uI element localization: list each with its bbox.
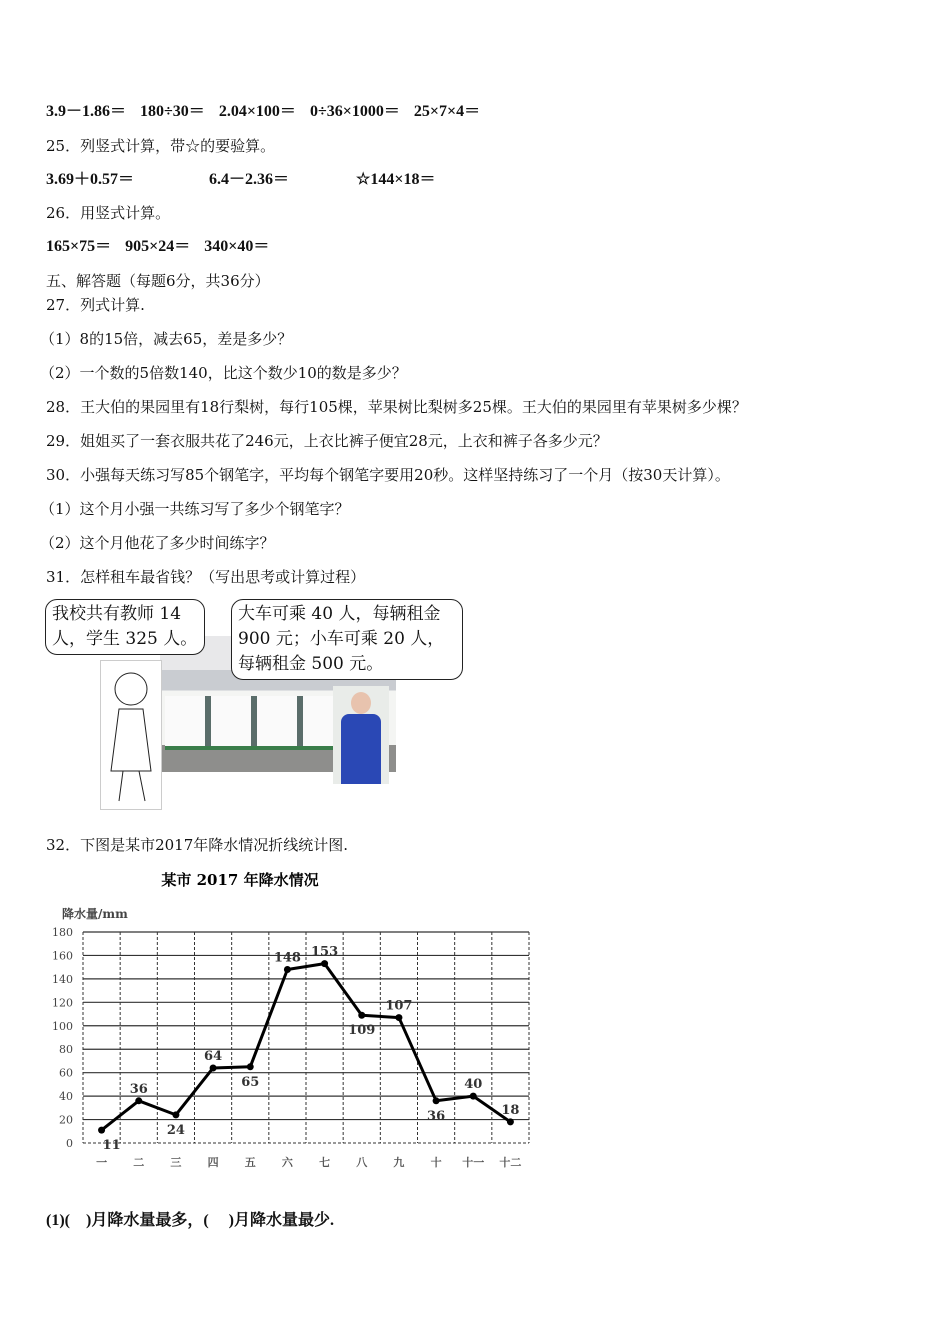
calc-item: 0÷36×1000＝ bbox=[309, 103, 400, 120]
y-tick-label: 80 bbox=[59, 1043, 73, 1057]
data-point bbox=[395, 1014, 402, 1021]
q30-part2: （2）这个月他花了多少时间练字？ bbox=[40, 534, 275, 552]
data-label: 109 bbox=[348, 1023, 376, 1039]
y-tick-label: 180 bbox=[52, 926, 73, 939]
x-tick-label: 九 bbox=[393, 1156, 405, 1169]
q31-title: 31．怎样租车最省钱？（写出思考或计算过程） bbox=[46, 568, 366, 586]
data-label: 36 bbox=[129, 1081, 148, 1097]
teacher-cartoon bbox=[100, 660, 162, 810]
x-tick-label: 十 bbox=[430, 1156, 442, 1169]
q30-part1: （1）这个月小强一共练习写了多少个钢笔字？ bbox=[40, 500, 350, 518]
data-label: 65 bbox=[241, 1074, 260, 1090]
rainfall-line-chart bbox=[40, 860, 540, 1180]
x-tick-label: 一 bbox=[96, 1156, 108, 1169]
data-point bbox=[210, 1064, 217, 1071]
calc-item: 340×40＝ bbox=[204, 238, 270, 255]
x-tick-label: 三 bbox=[170, 1156, 182, 1169]
q26-title: 26．用竖式计算。 bbox=[46, 204, 171, 222]
x-tick-label: 八 bbox=[356, 1156, 368, 1169]
data-label: 148 bbox=[273, 950, 301, 966]
data-label: 40 bbox=[464, 1077, 483, 1093]
data-label: 64 bbox=[204, 1048, 223, 1064]
y-tick-label: 160 bbox=[52, 949, 73, 963]
data-label: 11 bbox=[102, 1138, 121, 1154]
y-tick-label: 20 bbox=[59, 1113, 73, 1127]
q32-question: (1)( )月降水量最多，( )月降水量最少. bbox=[46, 1212, 334, 1229]
y-tick-label: 120 bbox=[52, 996, 73, 1010]
q32-title: 32．下图是某市2017年降水情况折线统计图. bbox=[46, 836, 349, 854]
x-tick-label: 七 bbox=[319, 1156, 331, 1169]
q29: 29．姐姐买了一套衣服共花了246元，上衣比裤子便宜28元，上衣和裤子各多少元？ bbox=[46, 432, 608, 450]
calc-item: 3.9－1.86＝ bbox=[46, 103, 127, 120]
q26-items bbox=[46, 237, 283, 257]
calc-item: 3.69＋0.57＝ bbox=[46, 171, 135, 188]
calc-item: 25×7×4＝ bbox=[413, 103, 481, 120]
data-label: 107 bbox=[385, 998, 413, 1014]
y-tick-label: 100 bbox=[52, 1019, 73, 1033]
q27-part1: （1）8的15倍，减去65，差是多少？ bbox=[40, 330, 293, 348]
q30-title: 30．小强每天练习写85个钢笔字，平均每个钢笔字要用20秒。这样坚持练习了一个月（按30天计算）。 bbox=[46, 466, 730, 484]
teacher-figure-icon bbox=[101, 661, 161, 809]
x-tick-label: 六 bbox=[281, 1156, 293, 1169]
x-tick-label: 十一 bbox=[462, 1156, 485, 1169]
data-label: 24 bbox=[166, 1122, 185, 1138]
y-tick-label: 140 bbox=[52, 972, 73, 986]
q27-title: 27．列式计算. bbox=[46, 296, 145, 314]
data-label: 18 bbox=[501, 1102, 520, 1118]
calc-item: 2.04×100＝ bbox=[218, 103, 296, 120]
data-point bbox=[98, 1127, 105, 1134]
data-point bbox=[470, 1093, 477, 1100]
data-point bbox=[507, 1118, 514, 1125]
q28: 28．王大伯的果园里有18行梨树，每行105棵，苹果树比梨树多25棵。王大伯的果园里有苹果树多少棵？ bbox=[46, 398, 747, 416]
calc-item: ☆144×18＝ bbox=[356, 171, 436, 188]
q25-items bbox=[46, 170, 546, 190]
q27-part2: （2）一个数的5倍数140，比这个数少10的数是多少？ bbox=[40, 364, 407, 382]
data-point bbox=[284, 966, 291, 973]
face-shape bbox=[351, 692, 371, 714]
y-tick-label: 40 bbox=[59, 1090, 73, 1104]
section-heading: 五、解答题（每题6分，共36分） bbox=[46, 272, 270, 290]
x-tick-label: 四 bbox=[207, 1156, 219, 1169]
data-point bbox=[135, 1097, 142, 1104]
uniform-shape bbox=[341, 714, 381, 784]
data-label: 36 bbox=[427, 1108, 446, 1124]
calc-item: 165×75＝ bbox=[46, 238, 112, 255]
data-point bbox=[433, 1097, 440, 1104]
data-label: 153 bbox=[311, 944, 339, 960]
calc-item: 180÷30＝ bbox=[140, 103, 205, 120]
x-tick-label: 五 bbox=[244, 1156, 256, 1169]
y-axis-label: 降水量/mm bbox=[62, 907, 128, 921]
conductor-photo bbox=[333, 686, 389, 784]
x-tick-label: 十二 bbox=[499, 1156, 522, 1169]
data-point bbox=[321, 960, 328, 967]
speech-bubble-conductor: 大车可乘 40 人，每辆租金 900 元；小车可乘 20 人，每辆租金 500 元。 bbox=[231, 599, 463, 680]
x-tick-label: 二 bbox=[133, 1156, 145, 1169]
calc-item: 905×24＝ bbox=[125, 238, 191, 255]
q25-title: 25．列竖式计算，带☆的要验算。 bbox=[46, 137, 276, 155]
speech-bubble-teacher: 我校共有教师 14 人，学生 325 人。 bbox=[45, 599, 205, 655]
chart-title: 某市 2017 年降水情况 bbox=[161, 871, 319, 889]
data-point bbox=[247, 1063, 254, 1070]
data-point bbox=[358, 1012, 365, 1019]
q24-calc-line bbox=[46, 102, 494, 122]
calc-item: 6.4－2.36＝ bbox=[209, 171, 290, 188]
data-point bbox=[172, 1111, 179, 1118]
y-tick-label: 0 bbox=[66, 1137, 73, 1150]
y-tick-label: 60 bbox=[59, 1066, 73, 1080]
